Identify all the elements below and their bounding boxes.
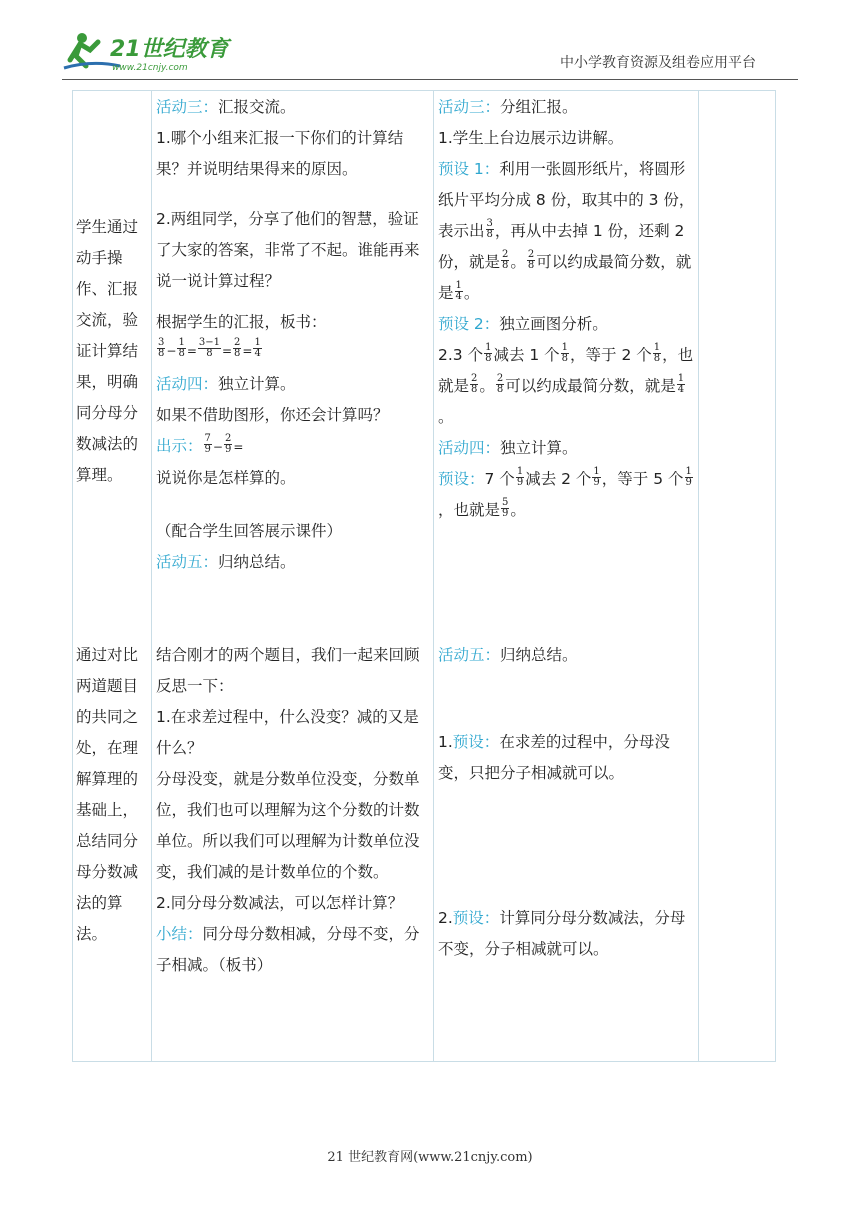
column-divider bbox=[433, 90, 434, 1062]
board-equation: $\frac{3}{8}$ − $\frac{1}{8}$ = $\frac{3-1}{8}$ = $\frac{2}{8}$ = $\frac{1}{4}$ bbox=[158, 337, 261, 359]
platform-label: 中小学教育资源及组卷应用平台 bbox=[560, 55, 756, 71]
teacher-question: 1.哪个小组来汇报一下你们的计算结果？并说明结果得来的原因。 bbox=[156, 129, 404, 178]
summary-text: 同分母分数相减，分母不变，分子相减。（板书） bbox=[156, 925, 420, 974]
fraction: $\frac{2}{8}$ bbox=[527, 249, 535, 271]
summary-tag: 小结： bbox=[156, 925, 203, 943]
teacher-explanation: 分母没变，就是分数单位没变，分数单位，我们也可以理解为这个分数的计数单位。所以我们可以理解为计数单位没变，我们减的是计数单位的个数。 bbox=[156, 770, 420, 881]
column-divider bbox=[698, 90, 699, 1062]
teacher-question: 2.同分母分数减法，可以怎样计算？ bbox=[156, 894, 404, 912]
preset-3: 预设：7 个 $\frac{1}{9}$ 减去 2 个 $\frac{1}{9}$ ，等于 5 个 $\frac{1}{9}$ ，也就是 $\frac{5}{9}$ 。 bbox=[438, 466, 692, 519]
fraction: $\frac{7}{9}$ bbox=[204, 433, 211, 455]
fraction: $\frac{1}{9}$ bbox=[593, 466, 600, 488]
teacher-prompt: 说说你是怎样算的。 bbox=[156, 469, 296, 487]
show-tag: 出示： bbox=[156, 437, 203, 455]
fraction: $\frac{1}{8}$ bbox=[653, 342, 661, 364]
activity-tag: 活动五： bbox=[438, 646, 501, 664]
fraction: $\frac{2}{9}$ bbox=[224, 433, 232, 455]
fraction: $\frac{5}{9}$ bbox=[502, 497, 509, 519]
header-divider bbox=[62, 79, 798, 80]
site-logo bbox=[62, 30, 232, 74]
column-divider bbox=[151, 90, 152, 1062]
design-intent-1: 学生通过动手操作、汇报交流，验证计算结果，明确同分母分数减法的算理。 bbox=[76, 218, 139, 484]
activity-tag: 活动五： bbox=[156, 553, 219, 571]
design-intent-2: 通过对比两道题目的共同之处，在理解算理的基础上，总结同分母分数减法的算法。 bbox=[76, 646, 139, 943]
fraction: $\frac{1}{9}$ bbox=[516, 466, 524, 488]
activity-tag: 活动四： bbox=[156, 375, 219, 393]
fraction: $\frac{1}{4}$ bbox=[254, 337, 261, 359]
activity-tag: 活动三： bbox=[156, 98, 219, 116]
teacher-prompt: 结合刚才的两个题目，我们一起来回顾反思一下： bbox=[156, 646, 420, 695]
student-activities-2 bbox=[438, 640, 696, 965]
activity-tag: 活动四： bbox=[438, 439, 501, 457]
teacher-activities-2 bbox=[156, 640, 432, 981]
activity-title: 归纳总结。 bbox=[218, 553, 296, 571]
preset-2: 2.3 个 $\frac{1}{8}$ 减去 1 个 $\frac{1}{8}$ ，等于 2 个 $\frac{1}{8}$ ，也就是 $\frac{2}{8}$ 。 $\frac{2}{8}$ 可以约成最简分数，就是 $\frac{1}{4}$ 。 bbox=[438, 342, 694, 426]
fraction: $\frac{1}{8}$ bbox=[178, 337, 185, 359]
activity-title: 独立计算。 bbox=[218, 375, 296, 393]
fraction: $\frac{1}{8}$ bbox=[561, 342, 569, 364]
preset-tag: 预设 2： bbox=[438, 315, 500, 333]
preset-title: 独立画图分析。 bbox=[499, 315, 608, 333]
fraction: $\frac{3-1}{8}$ bbox=[198, 337, 220, 359]
fraction: $\frac{1}{9}$ bbox=[685, 466, 692, 488]
fraction: $\frac{1}{4}$ bbox=[677, 373, 685, 395]
fraction: $\frac{2}{8}$ bbox=[471, 373, 478, 395]
activity-tag: 活动三： bbox=[438, 98, 501, 116]
runner-icon bbox=[62, 30, 232, 74]
svg-text:www.21cnjy.com: www.21cnjy.com bbox=[112, 63, 188, 73]
fraction: $\frac{2}{8}$ bbox=[234, 337, 241, 359]
fraction: $\frac{1}{8}$ bbox=[485, 342, 492, 364]
fraction: $\frac{3}{8}$ bbox=[158, 337, 165, 359]
student-step: 1.学生上台边展示边讲解。 bbox=[438, 129, 624, 147]
svg-text:21世纪教育: 21世纪教育 bbox=[110, 37, 229, 62]
activity-title: 归纳总结。 bbox=[500, 646, 578, 664]
teacher-question: 1.在求差过程中，什么没变？减的又是什么？ bbox=[156, 708, 419, 757]
page-footer: 21 世纪教育网(www.21cnjy.com) bbox=[327, 1150, 533, 1165]
teacher-note: （配合学生回答展示课件） bbox=[156, 522, 343, 540]
teacher-question: 如果不借助图形，你还会计算吗？ bbox=[156, 406, 389, 424]
teacher-activities-1: 活动三：汇报交流。 1.哪个小组来汇报一下你们的计算结果？并说明结果得来的原因。 2.两组同学，分享了他们的智慧，验证了大家的答案，非常了不起。谁能再来说一说计算过程？ 根据学生的汇报，板书： $\frac{3}{8}$ − $\frac{1}{8}$ = $\frac{3-1}{8}$ = $\frac{2}{8}$ = $\frac{1}{4}$ 活动四：独立计算。 如果不借助图形，你还会计算吗？ 出示： $\frac{7}{9}$ − $\frac{2}{9}$ = 说说你是怎样算的。 （配合学生回答展示课件） 活动五：归纳总结。 bbox=[156, 92, 432, 578]
student-preset: 1.预设：在求差的过程中，分母没变，只把分子相减就可以。 bbox=[438, 733, 670, 782]
teacher-question: 2.两组同学，分享了他们的智慧，验证了大家的答案，非常了不起。谁能再来说一说计算过程？ bbox=[156, 210, 420, 290]
student-preset: 2.预设：计算同分母分数减法，分母不变，分子相减就可以。 bbox=[438, 909, 686, 958]
fraction: $\frac{2}{8}$ bbox=[502, 249, 509, 271]
activity-title: 分组汇报。 bbox=[500, 98, 578, 116]
board-note: 根据学生的汇报，板书： bbox=[156, 313, 327, 331]
activity-title: 汇报交流。 bbox=[218, 98, 296, 116]
preset-1: 预设 1：利用一张圆形纸片，将圆形纸片平均分成 8 份，取其中的 3 份，表示出 $\frac{3}{8}$ ，再从中去掉 1 份，还剩 2 份，就是 $\frac{2}{8}$ 。 $\frac{2}{8}$ 可以约成最简分数，就是 $\frac{1}{4}$ 。 bbox=[438, 160, 695, 302]
fraction: $\frac{1}{4}$ bbox=[455, 280, 462, 302]
activity-title: 独立计算。 bbox=[500, 439, 578, 457]
fraction: $\frac{2}{8}$ bbox=[496, 373, 504, 395]
student-activities-1 bbox=[438, 92, 696, 526]
fraction: $\frac{3}{8}$ bbox=[486, 218, 493, 240]
